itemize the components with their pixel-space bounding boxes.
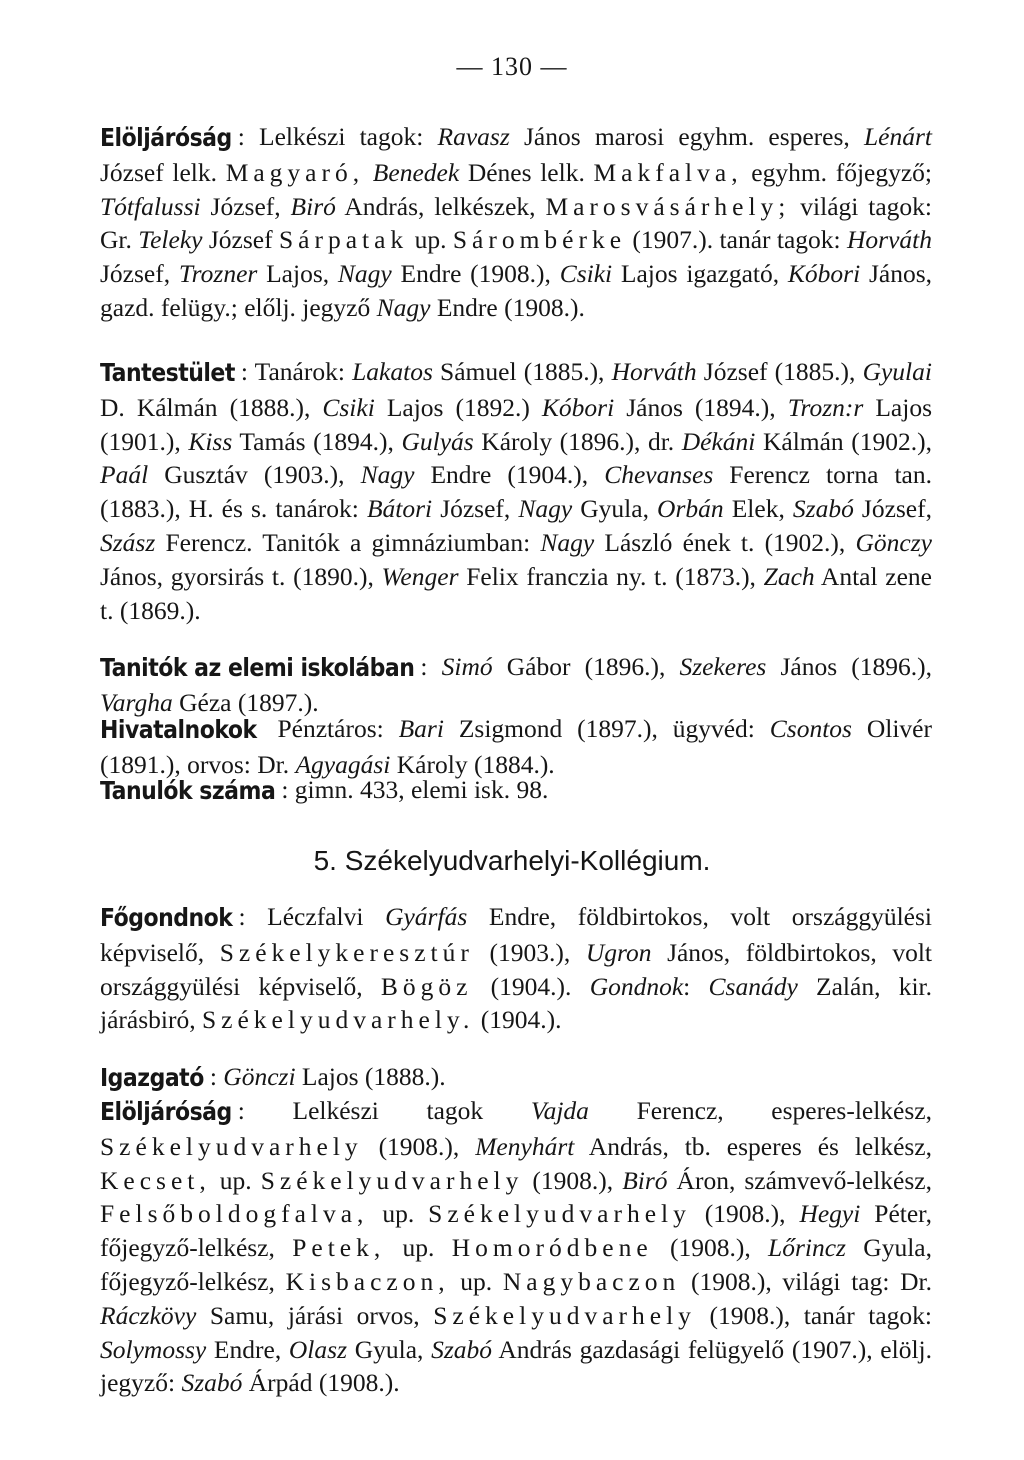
hivatalnokok-paragraph: Hivatalnokok Pénztáros: Bari Zsigmond (1897.), ügyvéd: Csontos Olivér (1891.), orvos: Dr. Agyagási Károly (1884.). [100,712,932,782]
tanulok-paragraph: Tanulók száma : gimn. 433, elemi isk. 98. [100,773,932,809]
page-number: — 130 — [456,52,568,81]
tanitok-paragraph: Tanitók az elemi iskolában : Simó Gábor (1896.), Szekeres János (1896.), Vargha Géza (1897.). [100,650,932,720]
section-heading: Tantestület [100,359,235,388]
fogondnok-paragraph: Főgondnok : Léczfalvi Gyárfás Endre, földbirtokos, volt országgyülési képviselő, Székelykeresztúr (1903.), Ugron János, földbirtokos, volt országgyülési képviselő, Bögöz (1904.). Gondnok: Csanády Zalán, kir. járásbiró, Székelyudvarhely. (1904.). [100,900,932,1037]
section-heading: Elöljáróság [100,1098,232,1127]
section-title: 5. Székelyudvarhelyi-Kollégium. [313,845,711,876]
section-heading: Elöljáróság [100,124,232,153]
section-heading: Tanulók száma [100,777,276,806]
eloljarosag-kollegium-paragraph: Elöljáróság : Lelkészi tagok Vajda Ferencz, esperes-lelkész, Székelyudvarhely (1908.), Menyhárt András, tb. esperes és lelkész, Kecset, up. Székelyudvarhely (1908.), Biró Áron, számvevő-lelkész, Felsőboldogfalva, up. Székelyudvarhely (1908.), Hegyi Péter, főjegyző-lelkész, Petek, up. Homoródbene (1908.), Lőrincz Gyula, főjegyző-lelkész, Kisbaczon, up. Nagybaczon (1908.), világi tag: Dr. Ráczkövy Samu, járási orvos, Székelyudvarhely (1908.), tanár tagok: Solymossy Endre, Olasz Gyula, Szabó András gazdasági felügyelő (1907.), elölj. jegyző: Szabó Árpád (1908.). [100,1094,932,1400]
section-heading: Főgondnok [100,904,233,933]
section-heading: Hivatalnokok [100,716,257,745]
eloljarosag-paragraph: Elöljáróság : Lelkészi tagok: Ravasz János marosi egyhm. esperes, Lénárt József lelk. Magyaró, Benedek Dénes lelk. Makfalva, egyhm. főjegyző; Tótfalussi József, Biró András, lelkészek, Marosvásárhely; világi tagok: Gr. Teleky József Sárpatak up. Sárombérke (1907.). tanár tagok: Horváth József, Trozner Lajos, Nagy Endre (1908.), Csiki Lajos igazgató, Kóbori János, gazd. felügy.; előlj. jegyző Nagy Endre (1908.). [100,120,932,325]
tantestulet-paragraph: Tantestület : Tanárok: Lakatos Sámuel (1885.), Horváth József (1885.), Gyulai D. Kálmán (1888.), Csiki Lajos (1892.) Kóbori János (1894.), Trozn:r Lajos (1901.), Kiss Tamás (1894.), Gulyás Károly (1896.), dr. Dékáni Kálmán (1902.), Paál Gusztáv (1903.), Nagy Endre (1904.), Chevanses Ferencz torna tan. (1883.), H. és s. tanárok: Bátori József, Nagy Gyula, Orbán Elek, Szabó József, Szász Ferencz. Tanitók a gimnáziumban: Nagy László ének t. (1902.), Gönczy János, gyorsirás t. (1890.), Wenger Felix franczia ny. t. (1873.), Zach Antal zene t. (1869.). [100,355,932,627]
igazgato-paragraph: Igazgató : Gönczi Lajos (1888.). [100,1060,932,1096]
section-heading: Tanitók az elemi iskolában [100,654,415,683]
section-heading: Igazgató [100,1064,204,1093]
